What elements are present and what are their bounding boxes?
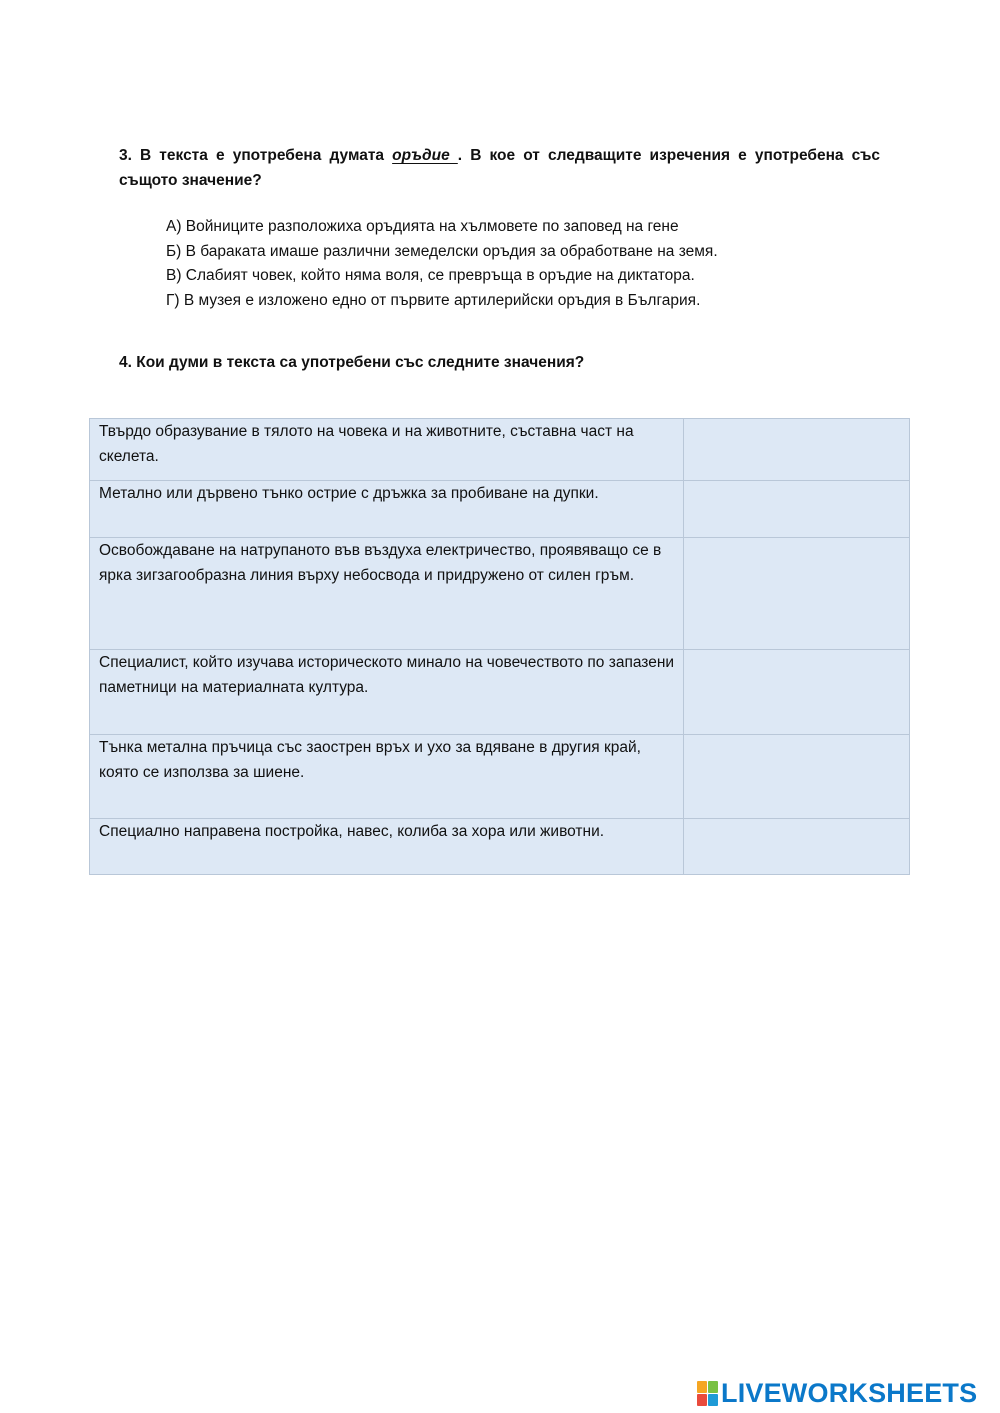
question-3-text-after: . В кое от следващите изречения е употребена със същото значение? [119,147,880,189]
answer-input-3[interactable] [684,539,909,561]
logo-text: LIVEWORKSHEETS [721,1378,978,1408]
liveworksheets-logo-icon [697,1381,718,1406]
option-c[interactable]: В) Слабият човек, който няма воля, се превръща в оръдие на диктатора. [166,267,695,284]
definition-cell: Тънка метална пръчица със заострен връх и ухо за вдяване в другия край, която се използва за шиене. [90,735,684,819]
definition-cell: Специалист, който изучава историческото минало на човечеството по запазени паметници на материалната култура. [90,650,684,735]
question-3-highlighted-word: оръдие [392,147,458,164]
definition-cell: Метално или дървено тънко острие с дръжка за пробиване на дупки. [90,481,684,538]
table-row [90,819,910,875]
answer-cell [683,481,909,538]
table-row [90,481,910,538]
answer-cell [683,419,909,481]
answer-input-6[interactable] [684,820,909,842]
logo-square-green [708,1381,718,1393]
question-4-title: 4. Кои думи в текста са употребени със следните значения? [119,354,585,371]
answer-input-4[interactable] [684,651,909,673]
definitions-table [89,418,910,875]
answer-cell [683,538,909,650]
answer-cell [683,735,909,819]
answer-input-5[interactable] [684,736,909,758]
logo-square-orange [697,1381,707,1393]
liveworksheets-logo [697,1378,977,1408]
answer-cell [683,819,909,875]
answer-input-2[interactable] [684,482,909,504]
table-row [90,735,910,819]
question-3-options [166,215,866,313]
table-row [90,538,910,650]
logo-square-red [697,1394,707,1406]
table-row [90,650,910,735]
question-3-text-before: 3. В текста е употребена думата [119,147,393,164]
answer-cell [683,650,909,735]
answer-input-1[interactable] [684,420,909,442]
option-d[interactable]: Г) В музея е изложено едно от първите артилерийски оръдия в България. [166,291,701,309]
option-a[interactable]: А) Войниците разположиха оръдията на хълмовете по заповед на гене [166,218,679,235]
definition-cell: Освобождаване на натрупаното във въздуха електричество, проявяващо се в ярка зигзагообразна линия върху небосвода и придружено от силен гръм. [90,538,684,650]
logo-square-blue [708,1394,718,1406]
option-b[interactable]: Б) В бараката имаше различни земеделски оръдия за обработване на земя. [166,242,718,260]
question-3-text [119,143,880,193]
table-row [90,419,910,481]
definition-cell: Специално направена постройка, навес, колиба за хора или животни. [90,819,684,875]
definition-cell: Твърдо образувание в тялото на човека и на животните, съставна част на скелета. [90,419,684,481]
